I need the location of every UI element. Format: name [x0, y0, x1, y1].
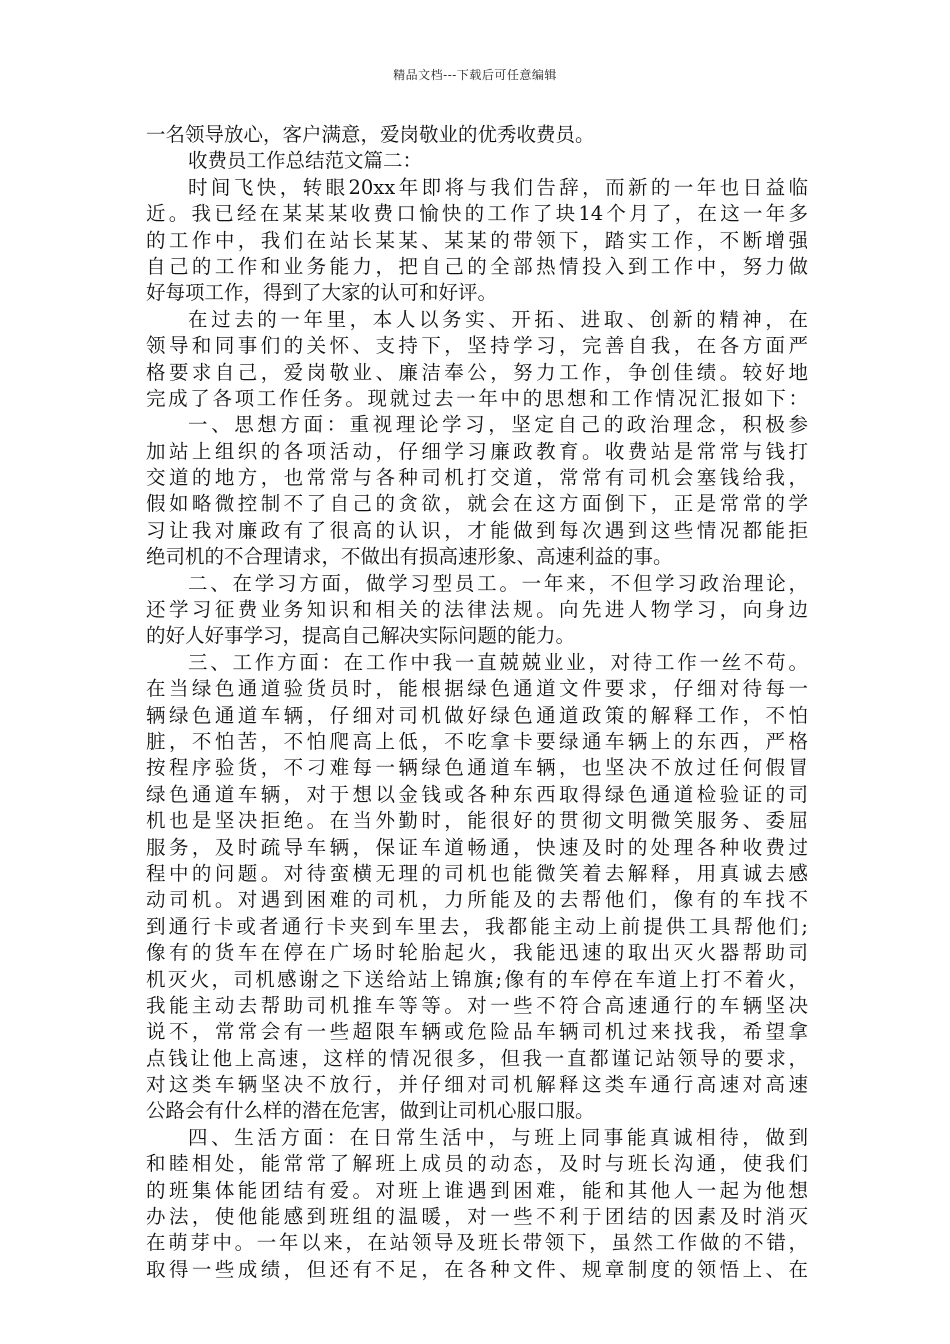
text-line: 说不，常常会有一些超限车辆或危险品车辆司机过来找我，希望拿 [146, 1020, 808, 1044]
text-line: 好每项工作，得到了大家的认可和好评。 [146, 281, 498, 305]
text-line: 辆绿色通道车辆，仔细对司机做好绿色通道政策的解释工作，不怕 [146, 703, 808, 727]
text-line: 程中的问题。对待蛮横无理的司机也能微笑着去解释，用真诚去感 [146, 861, 808, 885]
text-line: 一名领导放心，客户满意，爱岗敬业的优秀收费员。 [146, 123, 595, 146]
text-line: 完成了各项工作任务。现就过去一年中的思想和工作情况汇报如下： [146, 386, 808, 410]
text-line: 在萌芽中。一年以来，在站领导及班长带领下，虽然工作做的不错， [146, 1231, 808, 1255]
paragraph-first-line: 一、思想方面：重视理论学习，坚定自己的政治理念，积极参 [188, 413, 808, 437]
text-line: 领导和同事们的关怀、支持下，坚持学习，完善自我，在各方面严 [146, 334, 808, 358]
text-line: 交道的地方，也常常与各种司机打交道，常常有司机会塞钱给我， [146, 466, 808, 490]
document-body [146, 122, 808, 1283]
text-line: 的工作中，我们在站长某某、某某的带领下，踏实工作，不断增强 [146, 228, 808, 252]
text-line: 机灭火，司机感谢之下送给站上锦旗;像有的车停在车道上打不着火， [146, 967, 808, 991]
text-line: 到通行卡或者通行卡夹到车里去，我都能主动上前提供工具帮他们; [146, 914, 808, 938]
text-line: 办法，使他能感到班组的温暖，对一些不利于团结的因素及时消灭 [146, 1205, 808, 1229]
text-line: 动司机。对遇到困难的司机，力所能及的去帮他们，像有的车找不 [146, 888, 808, 912]
text-line: 取得一些成绩，但还有不足，在各种文件、规章制度的领悟上、在 [146, 1257, 808, 1281]
text-line: 假如略微控制不了自己的贪欲，就会在这方面倒下，正是常常的学 [146, 492, 808, 516]
text-line: 还学习征费业务知识和相关的法律法规。向先进人物学习，向身边 [146, 598, 808, 622]
text-line: 格要求自己，爱岗敬业、廉洁奉公，努力工作，争创佳绩。较好地 [146, 360, 808, 384]
text-line: 习让我对廉政有了很高的认识，才能做到每次遇到这些情况都能拒 [146, 518, 808, 542]
text-line: 对这类车辆坚决不放行，并仔细对司机解释这类车通行高速对高速 [146, 1073, 808, 1097]
text-line: 公路会有什么样的潜在危害，做到让司机心服口服。 [146, 1099, 595, 1123]
text-line: 服务，及时疏导车辆，保证车道畅通，快速及时的处理各种收费过 [146, 835, 808, 859]
text-line: 自己的工作和业务能力，把自己的全部热情投入到工作中，努力做 [146, 254, 808, 278]
text-line: 机也是坚决拒绝。在当外勤时，能很好的贯彻文明微笑服务、委屈 [146, 809, 808, 833]
page-header: 精品文档---下载后可任意编辑 [393, 68, 557, 82]
text-line: 在当绿色通道验货员时，能根据绿色通道文件要求，仔细对待每一 [146, 677, 808, 701]
paragraph-first-line: 在过去的一年里，本人以务实、开拓、进取、创新的精神，在 [188, 307, 808, 331]
paragraph-first-line: 三、工作方面：在工作中我一直兢兢业业，对待工作一丝不苟。 [188, 650, 808, 674]
paragraph-first-line: 二、在学习方面，做学习型员工。一年来，不但学习政治理论， [188, 571, 808, 595]
text-line: 加站上组织的各项活动，仔细学习廉政教育。收费站是常常与钱打 [146, 439, 808, 463]
text-line: 像有的货车在停在广场时轮胎起火，我能迅速的取出灭火器帮助司 [146, 941, 808, 965]
text-line: 按程序验货，不刁难每一辆绿色通道车辆，也坚决不放过任何假冒 [146, 756, 808, 780]
paragraph-first-line: 四、生活方面：在日常生活中，与班上同事能真诚相待，做到 [188, 1125, 808, 1149]
text-line: 的好人好事学习，提高自己解决实际问题的能力。 [146, 624, 576, 648]
paragraph-first-line: 收费员工作总结范文篇二： [188, 149, 423, 173]
text-line: 点钱让他上高速，这样的情况很多，但我一直都谨记站领导的要求， [146, 1046, 808, 1070]
text-line: 和睦相处，能常常了解班上成员的动态，及时与班长沟通，使我们 [146, 1152, 808, 1176]
text-line: 我能主动去帮助司机推车等等。对一些不符合高速通行的车辆坚决 [146, 993, 808, 1017]
text-line: 绝司机的不合理请求，不做出有损高速形象、高速利益的事。 [146, 545, 673, 569]
paragraph-first-line: 时间飞快，转眼20xx年即将与我们告辞，而新的一年也日益临 [188, 175, 808, 199]
text-line: 绿色通道车辆，对于想以金钱或各种东西取得绿色通道检验证的司 [146, 782, 808, 806]
text-line: 近。我已经在某某某收费口愉快的工作了块14个月了，在这一年多 [146, 202, 808, 226]
text-line: 脏，不怕苦，不怕爬高上低，不吃拿卡要绿通车辆上的东西，严格 [146, 729, 808, 753]
text-line: 的班集体能团结有爱。对班上谁遇到困难，能和其他人一起为他想 [146, 1178, 808, 1202]
